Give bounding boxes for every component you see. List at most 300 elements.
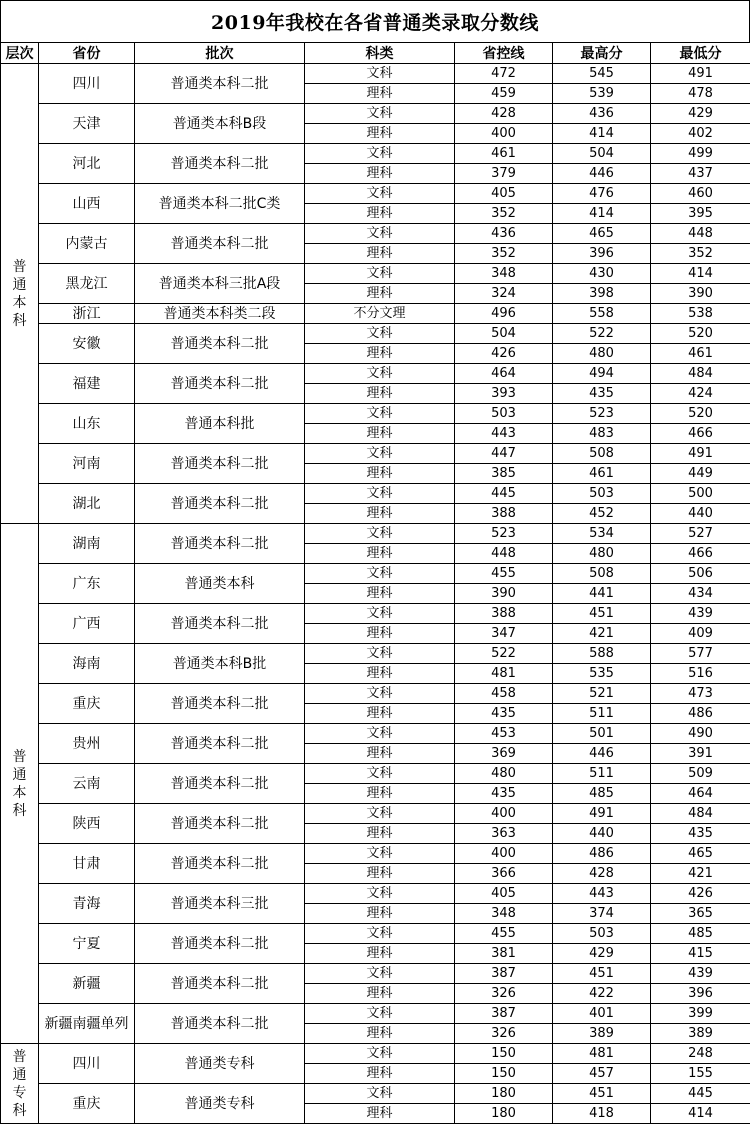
province-cell: 新疆 — [39, 964, 135, 1004]
batch-cell: 普通类本科二批 — [135, 524, 305, 564]
subject-cell: 理科 — [305, 784, 455, 804]
control-line-cell: 381 — [455, 944, 553, 964]
min-score-cell: 516 — [651, 664, 750, 684]
province-cell: 陕西 — [39, 804, 135, 844]
control-line-cell: 326 — [455, 1024, 553, 1044]
subject-cell: 文科 — [305, 1084, 455, 1104]
batch-cell: 普通类专科 — [135, 1084, 305, 1124]
subject-cell: 理科 — [305, 124, 455, 144]
min-score-cell: 155 — [651, 1064, 750, 1084]
control-line-cell: 347 — [455, 624, 553, 644]
min-score-cell: 485 — [651, 924, 750, 944]
control-line-cell: 348 — [455, 904, 553, 924]
table-row — [1, 304, 750, 324]
max-score-cell: 457 — [553, 1064, 651, 1084]
control-line-cell: 369 — [455, 744, 553, 764]
max-score-cell: 446 — [553, 164, 651, 184]
province-cell: 广东 — [39, 564, 135, 604]
province-cell: 安徽 — [39, 324, 135, 364]
min-score-cell: 491 — [651, 444, 750, 464]
max-score-cell: 535 — [553, 664, 651, 684]
control-line-cell: 400 — [455, 124, 553, 144]
tier-label-text: 普通本科 — [12, 748, 27, 819]
control-line-cell: 435 — [455, 784, 553, 804]
subject-cell: 文科 — [305, 484, 455, 504]
min-score-cell: 473 — [651, 684, 750, 704]
subject-cell: 理科 — [305, 384, 455, 404]
subject-cell: 理科 — [305, 1064, 455, 1084]
max-score-cell: 436 — [553, 104, 651, 124]
subject-cell: 理科 — [305, 624, 455, 644]
control-line-cell: 393 — [455, 384, 553, 404]
table-row — [1, 684, 750, 704]
batch-cell: 普通类本科 — [135, 564, 305, 604]
province-cell: 黑龙江 — [39, 264, 135, 304]
province-cell: 福建 — [39, 364, 135, 404]
max-score-cell: 483 — [553, 424, 651, 444]
table-row — [1, 484, 750, 504]
max-score-cell: 430 — [553, 264, 651, 284]
min-score-cell: 389 — [651, 1024, 750, 1044]
min-score-cell: 491 — [651, 64, 750, 84]
subject-cell: 理科 — [305, 84, 455, 104]
batch-cell: 普通类本科B批 — [135, 644, 305, 684]
max-score-cell: 452 — [553, 504, 651, 524]
province-cell: 海南 — [39, 644, 135, 684]
control-line-cell: 436 — [455, 224, 553, 244]
province-cell: 河南 — [39, 444, 135, 484]
batch-cell: 普通类本科二批 — [135, 604, 305, 644]
tier-label — [1, 524, 39, 1044]
table-row — [1, 104, 750, 124]
subject-cell: 不分文理 — [305, 304, 455, 324]
subject-cell: 文科 — [305, 524, 455, 544]
min-score-cell: 464 — [651, 784, 750, 804]
subject-cell: 理科 — [305, 164, 455, 184]
max-score-cell: 523 — [553, 404, 651, 424]
min-score-cell: 396 — [651, 984, 750, 1004]
max-score-cell: 588 — [553, 644, 651, 664]
control-line-cell: 461 — [455, 144, 553, 164]
tier-label-text: 普通本科 — [12, 258, 27, 329]
min-score-cell: 390 — [651, 284, 750, 304]
subject-cell: 理科 — [305, 344, 455, 364]
table-row — [1, 444, 750, 464]
tier-label — [1, 1044, 39, 1124]
max-score-cell: 558 — [553, 304, 651, 324]
control-line-cell: 379 — [455, 164, 553, 184]
max-score-cell: 534 — [553, 524, 651, 544]
max-score-cell: 508 — [553, 564, 651, 584]
header-row — [1, 43, 750, 64]
max-score-cell: 414 — [553, 124, 651, 144]
min-score-cell: 409 — [651, 624, 750, 644]
subject-cell: 文科 — [305, 804, 455, 824]
subject-cell: 理科 — [305, 504, 455, 524]
control-line-cell: 150 — [455, 1064, 553, 1084]
max-score-cell: 511 — [553, 764, 651, 784]
batch-cell: 普通类本科二批 — [135, 224, 305, 264]
control-line-cell: 522 — [455, 644, 553, 664]
min-score-cell: 440 — [651, 504, 750, 524]
control-line-cell: 455 — [455, 924, 553, 944]
batch-cell: 普通类本科二批 — [135, 684, 305, 724]
min-score-cell: 466 — [651, 544, 750, 564]
min-score-cell: 449 — [651, 464, 750, 484]
control-line-cell: 363 — [455, 824, 553, 844]
subject-cell: 理科 — [305, 1104, 455, 1124]
subject-cell: 文科 — [305, 884, 455, 904]
min-score-cell: 448 — [651, 224, 750, 244]
max-score-cell: 486 — [553, 844, 651, 864]
control-line-cell: 445 — [455, 484, 553, 504]
max-score-cell: 389 — [553, 1024, 651, 1044]
min-score-cell: 421 — [651, 864, 750, 884]
subject-cell: 理科 — [305, 744, 455, 764]
province-cell: 云南 — [39, 764, 135, 804]
batch-cell: 普通类本科二批 — [135, 484, 305, 524]
header-control-line: 省控线 — [455, 43, 553, 64]
batch-cell: 普通类本科二批C类 — [135, 184, 305, 224]
max-score-cell: 418 — [553, 1104, 651, 1124]
max-score-cell: 443 — [553, 884, 651, 904]
subject-cell: 文科 — [305, 144, 455, 164]
max-score-cell: 422 — [553, 984, 651, 1004]
max-score-cell: 465 — [553, 224, 651, 244]
max-score-cell: 491 — [553, 804, 651, 824]
min-score-cell: 461 — [651, 344, 750, 364]
subject-cell: 理科 — [305, 704, 455, 724]
subject-cell: 文科 — [305, 444, 455, 464]
max-score-cell: 494 — [553, 364, 651, 384]
subject-cell: 理科 — [305, 464, 455, 484]
table-row — [1, 264, 750, 284]
subject-cell: 理科 — [305, 824, 455, 844]
max-score-cell: 441 — [553, 584, 651, 604]
control-line-cell: 496 — [455, 304, 553, 324]
province-cell: 山东 — [39, 404, 135, 444]
control-line-cell: 428 — [455, 104, 553, 124]
control-line-cell: 448 — [455, 544, 553, 564]
max-score-cell: 374 — [553, 904, 651, 924]
control-line-cell: 426 — [455, 344, 553, 364]
control-line-cell: 503 — [455, 404, 553, 424]
min-score-cell: 520 — [651, 404, 750, 424]
max-score-cell: 398 — [553, 284, 651, 304]
province-cell: 内蒙古 — [39, 224, 135, 264]
subject-cell: 文科 — [305, 224, 455, 244]
control-line-cell: 523 — [455, 524, 553, 544]
control-line-cell: 348 — [455, 264, 553, 284]
control-line-cell: 390 — [455, 584, 553, 604]
control-line-cell: 326 — [455, 984, 553, 1004]
province-cell: 四川 — [39, 1044, 135, 1084]
batch-cell: 普通类本科二批 — [135, 804, 305, 844]
subject-cell: 文科 — [305, 924, 455, 944]
header-max-score: 最高分 — [553, 43, 651, 64]
province-cell: 四川 — [39, 64, 135, 104]
max-score-cell: 521 — [553, 684, 651, 704]
min-score-cell: 520 — [651, 324, 750, 344]
control-line-cell: 400 — [455, 844, 553, 864]
control-line-cell: 352 — [455, 244, 553, 264]
province-cell: 甘肃 — [39, 844, 135, 884]
max-score-cell: 508 — [553, 444, 651, 464]
batch-cell: 普通类本科三批 — [135, 884, 305, 924]
header-min-score: 最低分 — [651, 43, 750, 64]
batch-cell: 普通类专科 — [135, 1044, 305, 1084]
max-score-cell: 435 — [553, 384, 651, 404]
table-row — [1, 604, 750, 624]
province-cell: 浙江 — [39, 304, 135, 324]
min-score-cell: 365 — [651, 904, 750, 924]
min-score-cell: 352 — [651, 244, 750, 264]
subject-cell: 文科 — [305, 724, 455, 744]
province-cell: 重庆 — [39, 684, 135, 724]
min-score-cell: 399 — [651, 1004, 750, 1024]
control-line-cell: 464 — [455, 364, 553, 384]
min-score-cell: 509 — [651, 764, 750, 784]
header-batch: 批次 — [135, 43, 305, 64]
min-score-cell: 506 — [651, 564, 750, 584]
min-score-cell: 445 — [651, 1084, 750, 1104]
control-line-cell: 481 — [455, 664, 553, 684]
control-line-cell: 180 — [455, 1084, 553, 1104]
max-score-cell: 503 — [553, 924, 651, 944]
subject-cell: 理科 — [305, 944, 455, 964]
max-score-cell: 428 — [553, 864, 651, 884]
table-row — [1, 844, 750, 864]
subject-cell: 理科 — [305, 664, 455, 684]
max-score-cell: 545 — [553, 64, 651, 84]
subject-cell: 理科 — [305, 204, 455, 224]
batch-cell: 普通类本科二批 — [135, 64, 305, 104]
min-score-cell: 415 — [651, 944, 750, 964]
subject-cell: 文科 — [305, 844, 455, 864]
subject-cell: 文科 — [305, 1004, 455, 1024]
max-score-cell: 414 — [553, 204, 651, 224]
subject-cell: 文科 — [305, 364, 455, 384]
min-score-cell: 437 — [651, 164, 750, 184]
batch-cell: 普通类本科二批 — [135, 764, 305, 804]
min-score-cell: 527 — [651, 524, 750, 544]
province-cell: 天津 — [39, 104, 135, 144]
table-row — [1, 804, 750, 824]
min-score-cell: 391 — [651, 744, 750, 764]
min-score-cell: 577 — [651, 644, 750, 664]
min-score-cell: 490 — [651, 724, 750, 744]
subject-cell: 理科 — [305, 1024, 455, 1044]
score-table — [0, 42, 750, 1124]
min-score-cell: 435 — [651, 824, 750, 844]
batch-cell: 普通类本科B段 — [135, 104, 305, 144]
max-score-cell: 503 — [553, 484, 651, 504]
min-score-cell: 484 — [651, 804, 750, 824]
subject-cell: 文科 — [305, 104, 455, 124]
batch-cell: 普通类本科三批A段 — [135, 264, 305, 304]
batch-cell: 普通类本科二批 — [135, 964, 305, 1004]
subject-cell: 文科 — [305, 964, 455, 984]
max-score-cell: 440 — [553, 824, 651, 844]
max-score-cell: 501 — [553, 724, 651, 744]
control-line-cell: 480 — [455, 764, 553, 784]
control-line-cell: 453 — [455, 724, 553, 744]
max-score-cell: 446 — [553, 744, 651, 764]
subject-cell: 文科 — [305, 644, 455, 664]
batch-cell: 普通类本科二批 — [135, 924, 305, 964]
subject-cell: 理科 — [305, 864, 455, 884]
min-score-cell: 465 — [651, 844, 750, 864]
batch-cell: 普通类本科二批 — [135, 724, 305, 764]
subject-cell: 文科 — [305, 264, 455, 284]
subject-cell: 理科 — [305, 424, 455, 444]
control-line-cell: 388 — [455, 604, 553, 624]
header-subject: 科类 — [305, 43, 455, 64]
subject-cell: 理科 — [305, 244, 455, 264]
tier-label-text: 普通专科 — [12, 1048, 27, 1119]
batch-cell: 普通类本科二批 — [135, 444, 305, 484]
table-row — [1, 524, 750, 544]
batch-cell: 普通类本科二批 — [135, 324, 305, 364]
province-cell: 青海 — [39, 884, 135, 924]
table-row — [1, 924, 750, 944]
batch-cell: 普通类本科二批 — [135, 144, 305, 184]
subject-cell: 文科 — [305, 764, 455, 784]
control-line-cell: 455 — [455, 564, 553, 584]
subject-cell: 文科 — [305, 684, 455, 704]
province-cell: 河北 — [39, 144, 135, 184]
max-score-cell: 476 — [553, 184, 651, 204]
min-score-cell: 414 — [651, 264, 750, 284]
province-cell: 山西 — [39, 184, 135, 224]
max-score-cell: 481 — [553, 1044, 651, 1064]
subject-cell: 文科 — [305, 404, 455, 424]
table-row — [1, 224, 750, 244]
batch-cell: 普通类本科类二段 — [135, 304, 305, 324]
subject-cell: 文科 — [305, 324, 455, 344]
control-line-cell: 324 — [455, 284, 553, 304]
max-score-cell: 480 — [553, 544, 651, 564]
subject-cell: 文科 — [305, 604, 455, 624]
province-cell: 贵州 — [39, 724, 135, 764]
control-line-cell: 504 — [455, 324, 553, 344]
control-line-cell: 387 — [455, 1004, 553, 1024]
control-line-cell: 352 — [455, 204, 553, 224]
min-score-cell: 395 — [651, 204, 750, 224]
table-row — [1, 644, 750, 664]
subject-cell: 理科 — [305, 544, 455, 564]
table-row — [1, 1004, 750, 1024]
max-score-cell: 451 — [553, 1084, 651, 1104]
table-row — [1, 144, 750, 164]
table-row — [1, 364, 750, 384]
max-score-cell: 451 — [553, 604, 651, 624]
max-score-cell: 480 — [553, 344, 651, 364]
max-score-cell: 511 — [553, 704, 651, 724]
province-cell: 重庆 — [39, 1084, 135, 1124]
province-cell: 新疆南疆单列 — [39, 1004, 135, 1044]
min-score-cell: 439 — [651, 604, 750, 624]
province-cell: 湖南 — [39, 524, 135, 564]
control-line-cell: 387 — [455, 964, 553, 984]
min-score-cell: 248 — [651, 1044, 750, 1064]
table-row — [1, 884, 750, 904]
table-row — [1, 324, 750, 344]
max-score-cell: 421 — [553, 624, 651, 644]
control-line-cell: 388 — [455, 504, 553, 524]
table-row — [1, 184, 750, 204]
table-body — [1, 64, 750, 1124]
province-cell: 湖北 — [39, 484, 135, 524]
min-score-cell: 426 — [651, 884, 750, 904]
control-line-cell: 366 — [455, 864, 553, 884]
min-score-cell: 484 — [651, 364, 750, 384]
min-score-cell: 434 — [651, 584, 750, 604]
min-score-cell: 478 — [651, 84, 750, 104]
table-row — [1, 404, 750, 424]
max-score-cell: 451 — [553, 964, 651, 984]
min-score-cell: 424 — [651, 384, 750, 404]
control-line-cell: 180 — [455, 1104, 553, 1124]
subject-cell: 理科 — [305, 904, 455, 924]
min-score-cell: 429 — [651, 104, 750, 124]
control-line-cell: 435 — [455, 704, 553, 724]
batch-cell: 普通本科批 — [135, 404, 305, 444]
max-score-cell: 522 — [553, 324, 651, 344]
min-score-cell: 466 — [651, 424, 750, 444]
batch-cell: 普通类本科二批 — [135, 1004, 305, 1044]
control-line-cell: 447 — [455, 444, 553, 464]
min-score-cell: 402 — [651, 124, 750, 144]
max-score-cell: 539 — [553, 84, 651, 104]
table-row — [1, 964, 750, 984]
table-row — [1, 1084, 750, 1104]
max-score-cell: 401 — [553, 1004, 651, 1024]
min-score-cell: 460 — [651, 184, 750, 204]
header-province: 省份 — [39, 43, 135, 64]
subject-cell: 文科 — [305, 184, 455, 204]
table-row — [1, 64, 750, 84]
control-line-cell: 150 — [455, 1044, 553, 1064]
province-cell: 宁夏 — [39, 924, 135, 964]
min-score-cell: 499 — [651, 144, 750, 164]
subject-cell: 文科 — [305, 64, 455, 84]
page-title: 2019年我校在各省普通类录取分数线 — [0, 0, 750, 42]
subject-cell: 文科 — [305, 1044, 455, 1064]
max-score-cell: 429 — [553, 944, 651, 964]
batch-cell: 普通类本科二批 — [135, 364, 305, 404]
min-score-cell: 500 — [651, 484, 750, 504]
table-row — [1, 764, 750, 784]
max-score-cell: 396 — [553, 244, 651, 264]
batch-cell: 普通类本科二批 — [135, 844, 305, 884]
control-line-cell: 405 — [455, 884, 553, 904]
control-line-cell: 443 — [455, 424, 553, 444]
subject-cell: 理科 — [305, 984, 455, 1004]
subject-cell: 理科 — [305, 284, 455, 304]
province-cell: 广西 — [39, 604, 135, 644]
control-line-cell: 458 — [455, 684, 553, 704]
table-row — [1, 1044, 750, 1064]
min-score-cell: 538 — [651, 304, 750, 324]
min-score-cell: 439 — [651, 964, 750, 984]
max-score-cell: 504 — [553, 144, 651, 164]
table-row — [1, 724, 750, 744]
max-score-cell: 461 — [553, 464, 651, 484]
table-row — [1, 564, 750, 584]
tier-label — [1, 64, 39, 524]
min-score-cell: 414 — [651, 1104, 750, 1124]
